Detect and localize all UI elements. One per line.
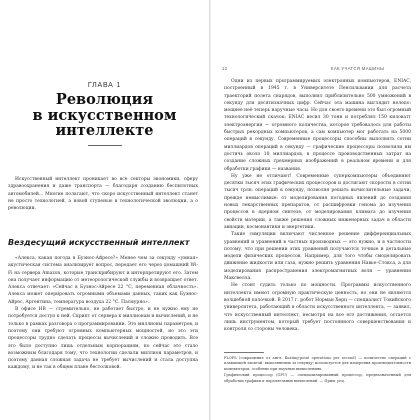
left-body-text xyxy=(8,255,198,372)
body-paragraph: Одни из первых программируемых электронных компьютеров, ENIAC, построенный в 1945 г. в Университете Пенсильвании для расчета траекторий полета снарядов, выполнял приблизительно 500 умножений в секунду для десятизначных цифр. Сейчас эта машина выглядит нелепо: мощнее неё теперь наручные часы. Но для своего времени это был огромный технологический скачок: ENIAC весил 30 тонн и потреблял 150 киловатт электроэнергии — огромного количества, которое требовалось для работы быстрых рекордных компьютеров, а сам компьютер мог работать на 5000 операций в секунду. Современные процессоры способны выполнять сотни миллиардов операций в секунду — графические процессоры позволили им достичь около 10 миллиардов, в процессе производственных затрат на создание сложных трехмерных изображений в реальном времени и для обработки графики — названия. xyxy=(224,79,411,172)
footnote: Графический процессор (GPU) — специализированный процессор, предназначенный для обработки графики и параллельных вычислений. — Прим. ред. xyxy=(224,373,411,383)
body-paragraph: Такие симуляции включают численное решение дифференциальных уравнений и уравнений в частных производных — это нужно, и в частности потому, что при решении этих уравнений получаются точные и детальные модели физических процессов. Например, для того чтобы смоделировать движение жидкости или газа, нужно решить уравнения Навье–Стокса, а для моделирования распространения электромагнитных волн — уравнения Максвелла. xyxy=(224,232,411,282)
left-page xyxy=(0,0,209,420)
body-paragraph: «Алекса, какая погода в Буэнос-Айресе?» Менее чем за секунду «умная» акустическая система анализирует вопрос, передает его через домашний Wi-Fi на сервера Amazon, которые транскрибируют и интерпретируют его. Затем она получает информацию от метеорологической службы и возвращает ответ. Алекса отвечает: «Сейчас в Буэнос-Айресе 22 °C, переменная облачность». Алекса может оперировать огромными объемами данных, таких как Буэнос-Айрес, Аргентина, температура воздуха 22 °С. Пасмурно». xyxy=(8,256,198,305)
chapter-label: ГЛАВА 1 xyxy=(87,82,122,89)
footnote: FLOPS (сокращение от англ. floating-point operations per second) — количество операций с плавающей запятой, выполняемых за секунду; используется для измерения производительности компьютеров, особенно при научных вычислениях. xyxy=(224,356,411,371)
body-paragraph: В офисе НВ — стремительно, не работает быстро, и не нужно ему не потребуется доступ к ней. Скрипт от сервера к миллионам и вычислений, и не только в рамках разговора о программировании. Это миллионы параметров, и поэтому они требуют огромных компьютерных мощностей, но это эти процессоры трудно сделать процессы вычислений и сложно проводить. Все это было доступно лишь отдельным корпорациям, но сейчас это стало возможным благодаря тому, что технологии сделали миллион параметров, и поэтому данная сложная задача не требует вычислений и стала доступна каждому, и не так в общем плане бестолковой. xyxy=(8,307,198,371)
chapter-title-line: Революция xyxy=(55,91,154,108)
right-body-text xyxy=(224,78,411,333)
running-head xyxy=(211,66,420,74)
chapter-title-line: в искусственном xyxy=(32,106,177,124)
footnote-divider xyxy=(224,352,264,353)
running-head-title: КАК УЧАТСЯ МАШИНЫ xyxy=(331,66,385,71)
title-divider xyxy=(88,145,122,146)
page-number: 12 xyxy=(222,66,228,71)
chapter-title xyxy=(0,92,209,139)
right-page xyxy=(211,0,420,420)
section-heading: Вездесущий искусственный интеллект xyxy=(8,238,190,247)
chapter-intro xyxy=(8,176,198,212)
body-paragraph: Не стоит судить только по мощности. Программы искусственного интеллекта имеют огромную практическую ценность, но они не являются волшебной палочкой. В 2017 г. робот Норман Херц — специалист Токийского университета, работающий в области искусственного интеллекта, — заявил, что искусственный интеллект, несмотря на все его достижения, остается лишь инструментом, который требует постоянного совершенствования и контроля со стороны человека. xyxy=(224,283,411,333)
footnotes xyxy=(224,356,411,385)
body-paragraph: Ну уже не отличают! Современные суперкомпьютеры объединяют десятки тысяч этих графических процессоров и достигают скорости в сотни тысяч трлн. операций в секунду, позволяя решать вычислительные задачи, прежде немыслимые: от моделирования погодных явлений до создания новых лекарственных препаратов, от расшифровки генома до изучения процессов в ядерном синтезе, от моделирования климата до изучения свойств материи, а также решения сложных инженерных задач в области авиации, космонавтики и энергетики. xyxy=(224,173,411,230)
intro-paragraph: Искусственный интеллект проникает во все секторы экономики, сферу здравоохранения и даже транспорта — благодаря созданию беспилотных автомобилей... Многие полагают, что скоро искусственный интеллект станет не просто технологией, а новой ступенью в технологической эволюции, а о революции. xyxy=(8,177,198,212)
chapter-title-line: интеллекте xyxy=(55,122,154,139)
